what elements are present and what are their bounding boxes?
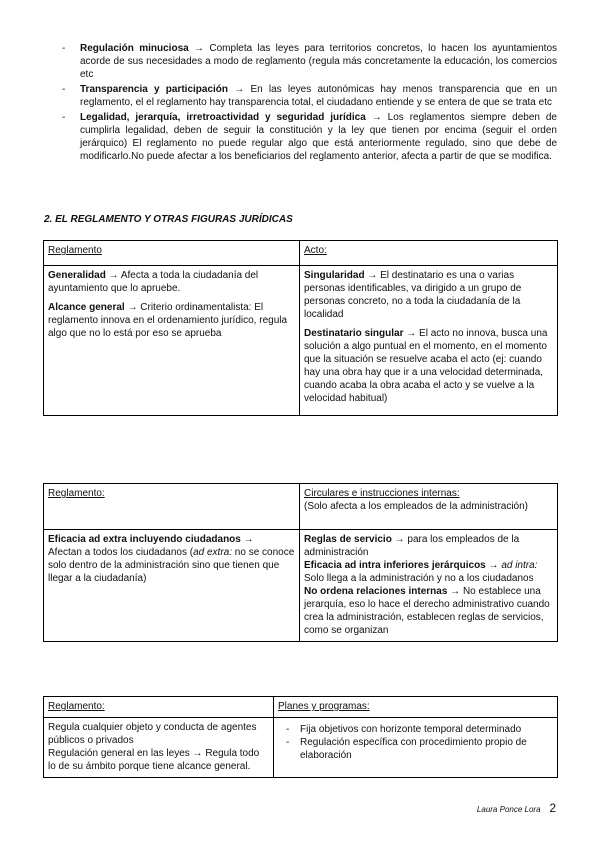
bullet-dash: -	[62, 43, 66, 54]
section-title: 2. EL REGLAMENTO Y OTRAS FIGURAS JURÍDICAS	[44, 214, 293, 225]
comparison-table-reglamento-planes	[43, 696, 558, 778]
bullet-list	[60, 42, 557, 165]
comparison-table-reglamento-acto	[43, 240, 558, 416]
arrow-glyph: →	[371, 112, 382, 123]
bullet-text: Completa las leyes para territorios concretos, lo hacen los ayuntamientos acorde de sus necesidades a modo de reglamento (regula más concretamente la educación, los comercios etc	[80, 43, 558, 80]
reglamento-cell: Eficacia ad extra incluyendo ciudadanos → Afectan a todos los ciudadanos (ad extra: no se conoce solo dentro de la administración sino que tienen que llegar a la ciudadanía)	[44, 530, 300, 642]
bullet-item	[60, 42, 557, 81]
table-header-reglamento: Reglamento:	[44, 484, 300, 530]
bullet-dash: -	[62, 84, 66, 95]
bullet-item	[60, 83, 557, 109]
table-header-acto: Acto:	[300, 241, 558, 266]
bullet-title: Regulación minuciosa	[80, 43, 189, 54]
bullet-text: En las leyes autonómicas hay menos transparencia que en un reglamento, el el reglamento hay transparencia total, el ciudadano entiende y se entera de que se trata etc	[80, 84, 558, 108]
bullet-title: Legalidad, jerarquía, irretroactividad y seguridad jurídica	[80, 112, 366, 123]
bullet-item	[60, 111, 557, 163]
page-footer	[477, 802, 556, 816]
reglamento-cell: Regula cualquier objeto y conducta de agentes públicos o privados Regulación general en las leyes → Regula todo lo de su ámbito porque tiene alcance general.	[44, 718, 274, 778]
circulares-cell: Reglas de servicio → para los empleados de la administración Eficacia ad intra inferiores jerárquicos → ad intra: Solo llega a la administración y no a los ciudadanos No ordena relaciones internas → No establece una jerarquía, eso lo hace el derecho administrativo cuando crea la administración, establecen reglas de servicios, como se organizan	[300, 530, 558, 642]
bullet-title: Transparencia y participación	[80, 84, 229, 95]
acto-cell: Singularidad → El destinatario es una o varias personas identificables, va dirigido a un grupo de personas concreto, no a toda la ciudadanía de la localidad Destinatario singular → El acto no innova, busca una solución a algo puntual en el momento, en el momento que la situación se resuelve acaba el acto (ej: cuando hay una obra hay que ir a una velocidad determinada, cuando acaba la obra acaba el acto y se vuelve a la velocidad habitual)	[300, 266, 558, 416]
arrow-glyph: →	[194, 43, 205, 54]
page-number: 2	[549, 801, 556, 815]
footer-author: Laura Ponce Lora	[476, 805, 541, 814]
table-header-reglamento: Reglamento	[44, 241, 300, 266]
reglamento-cell: Generalidad → Afecta a toda la ciudadanía del ayuntamiento que lo apruebe. Alcance general → Criterio ordinamentalista: El reglamento innova en el ordenamiento jurídico, regula algo que no lo está por eso se aprueba	[44, 266, 300, 416]
planes-cell	[274, 718, 558, 778]
list-item: - Regulación específica con procedimiento propio de elaboración	[286, 737, 527, 761]
bullet-text: Los reglamentos siempre deben de cumplirla legalidad, deben de seguir la constitución y la ley que tienen por encima (seguir el orden jerárquico) El reglamento no puede regular algo que está anteriormente regulado, sino que debe de modificarlo.No puede afectar a los beneficiarios del reglamento anterior, afecta a partir de que se modifica.	[80, 112, 557, 162]
table-header-circulares: Circulares e instrucciones internas: (Solo afecta a los empleados de la administración)	[300, 484, 558, 530]
arrow-glyph: →	[234, 84, 245, 95]
comparison-table-reglamento-circulares	[43, 483, 558, 642]
list-item: - Fija objetivos con horizonte temporal determinado	[286, 724, 522, 735]
table-header-reglamento: Reglamento:	[44, 697, 274, 718]
table-header-planes: Planes y programas:	[274, 697, 558, 718]
bullet-dash: -	[62, 112, 66, 123]
